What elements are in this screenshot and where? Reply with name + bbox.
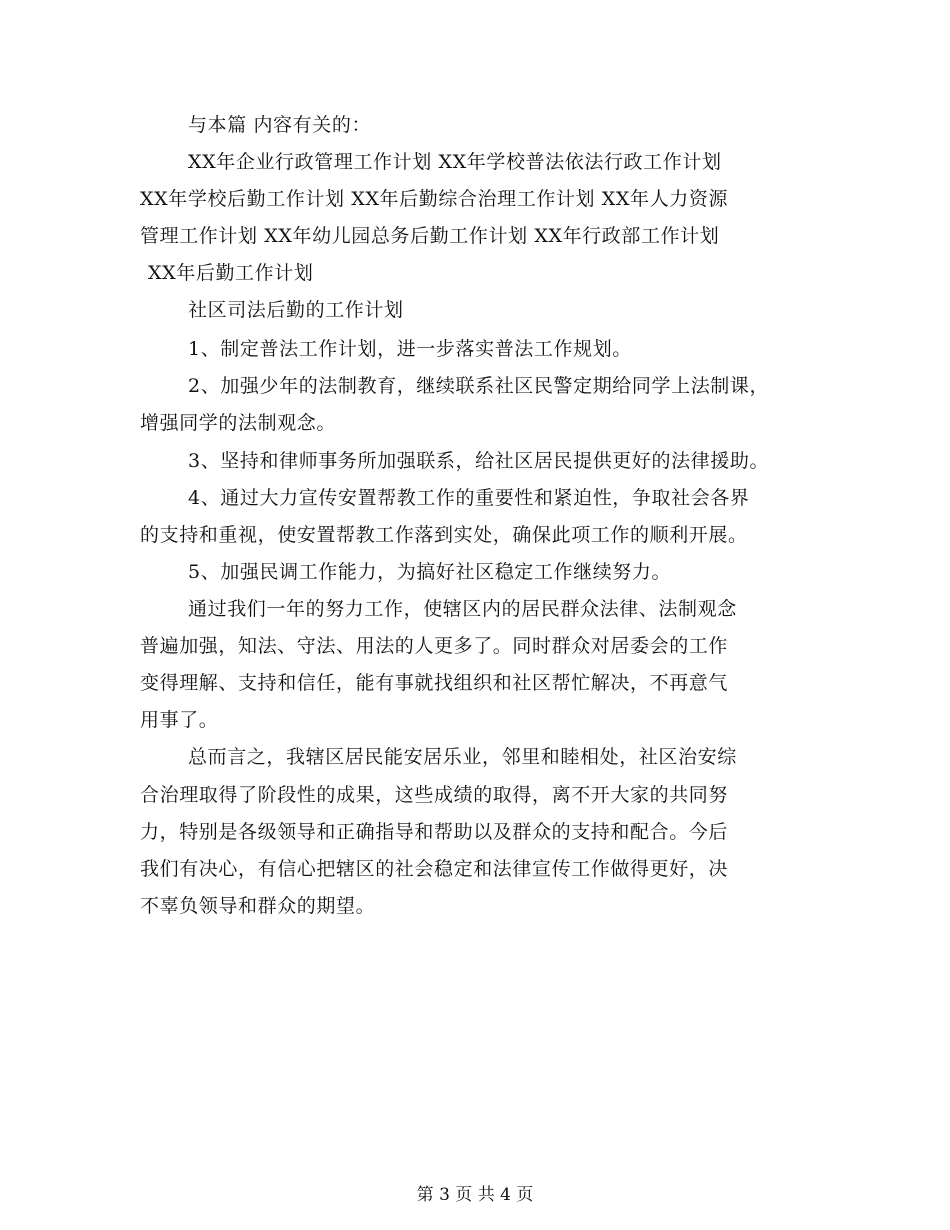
paragraph-line: 3、坚持和律师事务所加强联系，给社区居民提供更好的法律援助。 bbox=[188, 450, 770, 472]
paragraph-line: 2、加强少年的法制教育，继续联系社区民警定期给同学上法制课， bbox=[188, 375, 770, 397]
paragraph-line: 普遍加强，知法、守法、用法的人更多了。同时群众对居委会的工作 bbox=[140, 635, 729, 657]
paragraph-line: 增强同学的法制观念。 bbox=[140, 412, 337, 434]
paragraph-line: 5、加强民调工作能力，为搞好社区稳定工作继续努力。 bbox=[188, 561, 672, 583]
paragraph-line: 力，特别是各级领导和正确指导和帮助以及群众的支持和配合。今后 bbox=[140, 821, 729, 843]
paragraph-line: 总而言之，我辖区居民能安居乐业，邻里和睦相处，社区治安综 bbox=[188, 746, 737, 768]
related-links-line: XX年企业行政管理工作计划 XX年学校普法依法行政工作计划 bbox=[188, 151, 722, 173]
paragraph-line: 的支持和重视，使安置帮教工作落到实处，确保此项工作的顺利开展。 bbox=[140, 524, 748, 546]
paragraph-line: 1、制定普法工作计划，进一步落实普法工作规划。 bbox=[188, 338, 632, 360]
paragraph-line: 用事了。 bbox=[140, 709, 219, 731]
related-links-line: XX年学校后勤工作计划 XX年后勤综合治理工作计划 XX年人力资源 bbox=[140, 188, 729, 210]
paragraph-line: 变得理解、支持和信任，能有事就找组织和社区帮忙解决，不再意气 bbox=[140, 672, 729, 694]
related-links-line: 管理工作计划 XX年幼儿园总务后勤工作计划 XX年行政部工作计划 bbox=[140, 225, 720, 247]
paragraph-line: 4、通过大力宣传安置帮教工作的重要性和紧迫性，争取社会各界 bbox=[188, 487, 750, 509]
paragraph-line: 我们有决心，有信心把辖区的社会稳定和法律宣传工作做得更好，决 bbox=[140, 858, 729, 880]
section-title: 社区司法后勤的工作计划 bbox=[188, 299, 404, 321]
related-heading: 与本篇 内容有关的： bbox=[188, 114, 372, 136]
paragraph-line: 不辜负领导和群众的期望。 bbox=[140, 895, 376, 917]
paragraph-line: 合治理取得了阶段性的成果，这些成绩的取得，离不开大家的共同努 bbox=[140, 784, 729, 806]
page-number: 第 3 页 共 4 页 bbox=[416, 1185, 534, 1205]
related-links-line: XX年后勤工作计划 bbox=[148, 262, 314, 284]
paragraph-line: 通过我们一年的努力工作，使辖区内的居民群众法律、法制观念 bbox=[188, 598, 737, 620]
